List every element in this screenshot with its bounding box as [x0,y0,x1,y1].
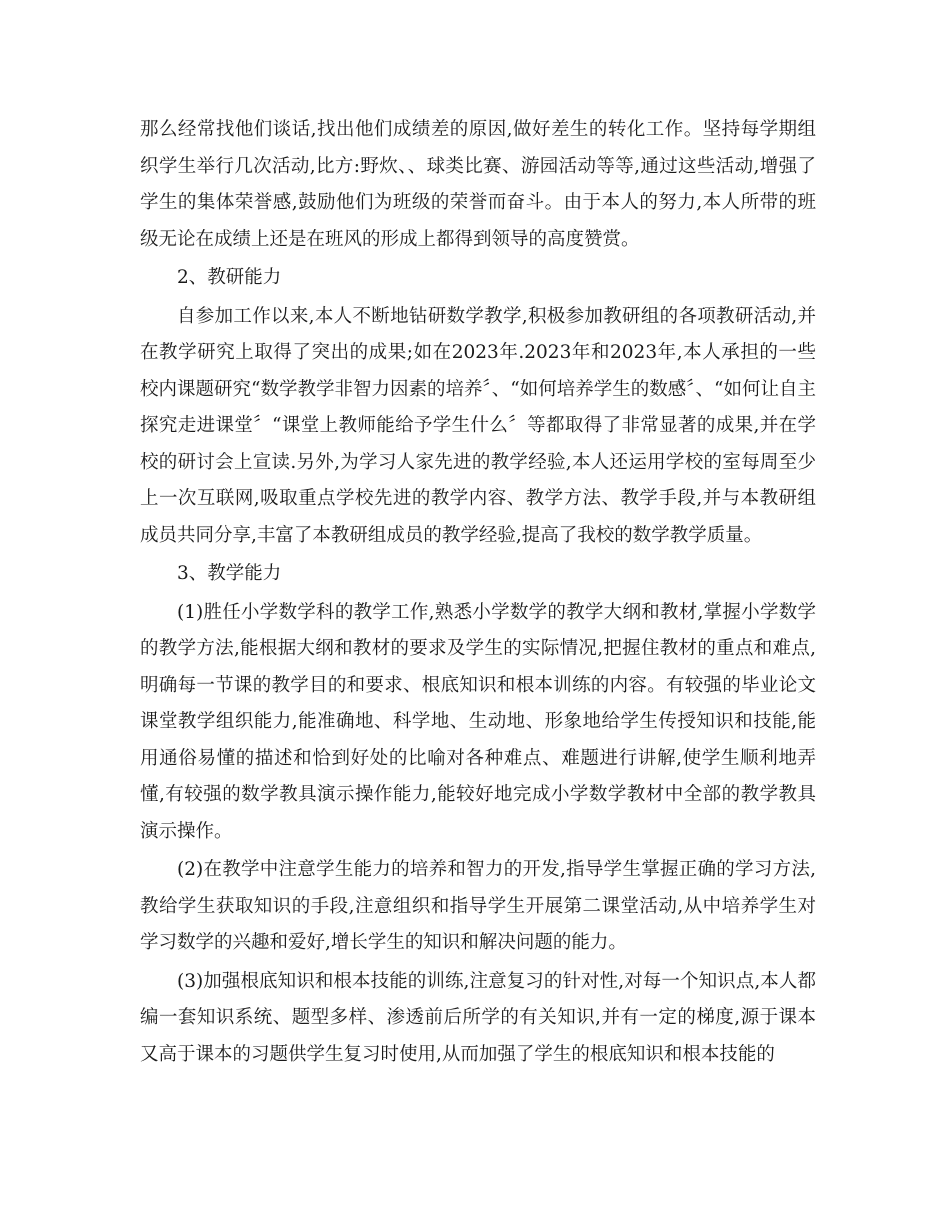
heading-research-ability: 2、教研能力 [177,267,282,288]
paragraph-teaching-2: (2)在教学中注意学生能力的培养和智力的开发,指导学生掌握正确的学习方法,教给学生获取知识的手段,注意组织和指导学生开展第二课堂活动,从中培养学生对学习数学的兴趣和爱好,增长学生的知识和解决问题的能力。 [140,859,816,953]
paragraph-teaching-1: (1)胜任小学数学科的教学工作,熟悉小学数学的教学大纲和教材,掌握小学数学的教学方法,能根据大纲和教材的要求及学生的实际情况,把握住教材的重点和难点,明确每一节课的教学目的和要求、根底知识和根本训练的内容。有较强的毕业论文课堂教学组织能力,能准确地、科学地、生动地、形象地给学生传授知识和技能,能用通俗易懂的描述和恰到好处的比喻对各种难点、难题进行讲解,使学生顺利地弄懂,有较强的数学教具演示操作能力,能较好地完成小学数学教材中全部的教学教具演示操作。 [140,601,816,842]
paragraph-research: 自参加工作以来,本人不断地钻研数学教学,积极参加教研组的各项教研活动,并在教学研究上取得了突出的成果;如在2023年.2023年和2023年,本人承担的一些校内课题研究“数学教学非智力因素的培养〞、“如何培养学生的数感〞、“如何让自主探究走进课堂〞“课堂上教师能给予学生什么〞等都取得了非常显著的成果,并在学校的研讨会上宣读.另外,为学习人家先进的教学经验,本人还运用学校的室每周至少上一次互联网,吸取重点学校先进的教学内容、教学方法、教学手段,并与本教研组成员共同分享,丰富了本教研组成员的教学经验,提高了我校的数学教学质量。 [140,305,816,546]
paragraph-class-management: 那么经常找他们谈话,找出他们成绩差的原因,做好差生的转化工作。坚持每学期组织学生举行几次活动,比方:野炊、、球类比赛、游园活动等等,通过这些活动,增强了学生的集体荣誉感,鼓励他们为班级的荣誉而奋斗。由于本人的努力,本人所带的班级无论在成绩上还是在班风的形成上都得到领导的高度赞赏。 [140,119,816,250]
paragraph-teaching-3: (3)加强根底知识和根本技能的训练,注意复习的针对性,对每一个知识点,本人都编一套知识系统、题型多样、渗透前后所学的有关知识,并有一定的梯度,源于课本又高于课本的习题供学生复习时使用,从而加强了学生的根底知识和根本技能的 [140,970,816,1065]
document-body [140,112,816,1075]
heading-teaching-ability: 3、教学能力 [177,563,282,584]
